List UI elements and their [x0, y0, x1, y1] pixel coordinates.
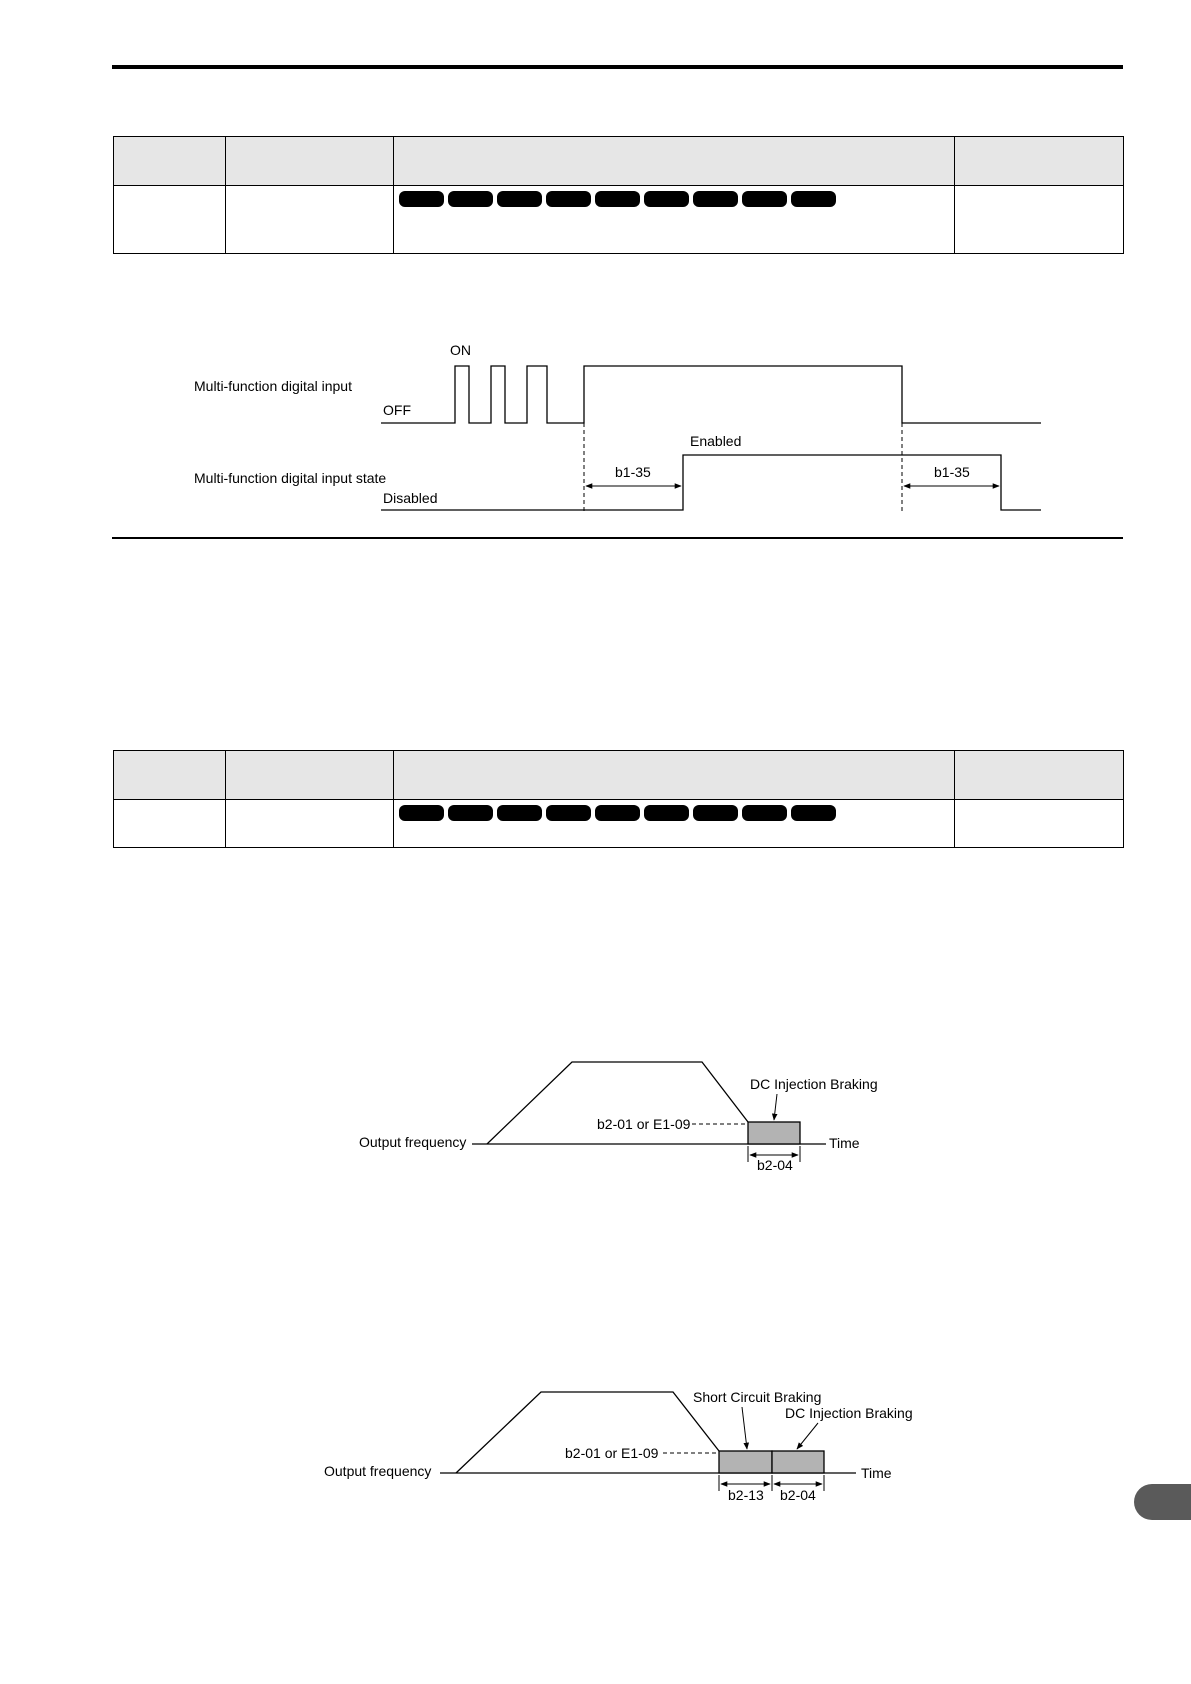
duration-label-1: b2-13: [728, 1487, 764, 1503]
y-label: Output frequency: [324, 1463, 432, 1479]
y-label: Output frequency: [359, 1134, 467, 1150]
callout-arrow: [797, 1423, 818, 1449]
callout-arrow: [774, 1094, 777, 1120]
duration-label-2: b2-04: [780, 1487, 816, 1503]
label-digital-input: Multi-function digital input: [194, 378, 352, 394]
duration-label: b2-04: [757, 1157, 793, 1173]
dc-braking-diagram: [359, 1062, 878, 1173]
short-circuit-box: [719, 1451, 772, 1473]
input-signal-line: [381, 366, 1041, 423]
chapter-tab: [1134, 1484, 1191, 1520]
label-on: ON: [450, 342, 471, 358]
label-input-state: Multi-function digital input state: [194, 470, 387, 486]
dc-braking-label: DC Injection Braking: [785, 1405, 913, 1421]
delay-label-1: b1-35: [615, 464, 651, 480]
label-disabled: Disabled: [383, 490, 438, 506]
short-circuit-braking-diagram: [324, 1389, 913, 1503]
label-off: OFF: [383, 402, 411, 418]
delay-label-2: b1-35: [934, 464, 970, 480]
x-label: Time: [829, 1135, 860, 1151]
threshold-label: b2-01 or E1-09: [597, 1116, 691, 1132]
dc-braking-box: [748, 1122, 800, 1144]
label-enabled: Enabled: [690, 433, 742, 449]
timing-diagram: [194, 342, 1041, 512]
dc-braking-box: [772, 1451, 824, 1473]
short-circuit-label: Short Circuit Braking: [693, 1389, 822, 1405]
threshold-label: b2-01 or E1-09: [565, 1445, 659, 1461]
dc-braking-label: DC Injection Braking: [750, 1076, 878, 1092]
callout-arrow: [742, 1407, 747, 1449]
x-label: Time: [861, 1465, 892, 1481]
